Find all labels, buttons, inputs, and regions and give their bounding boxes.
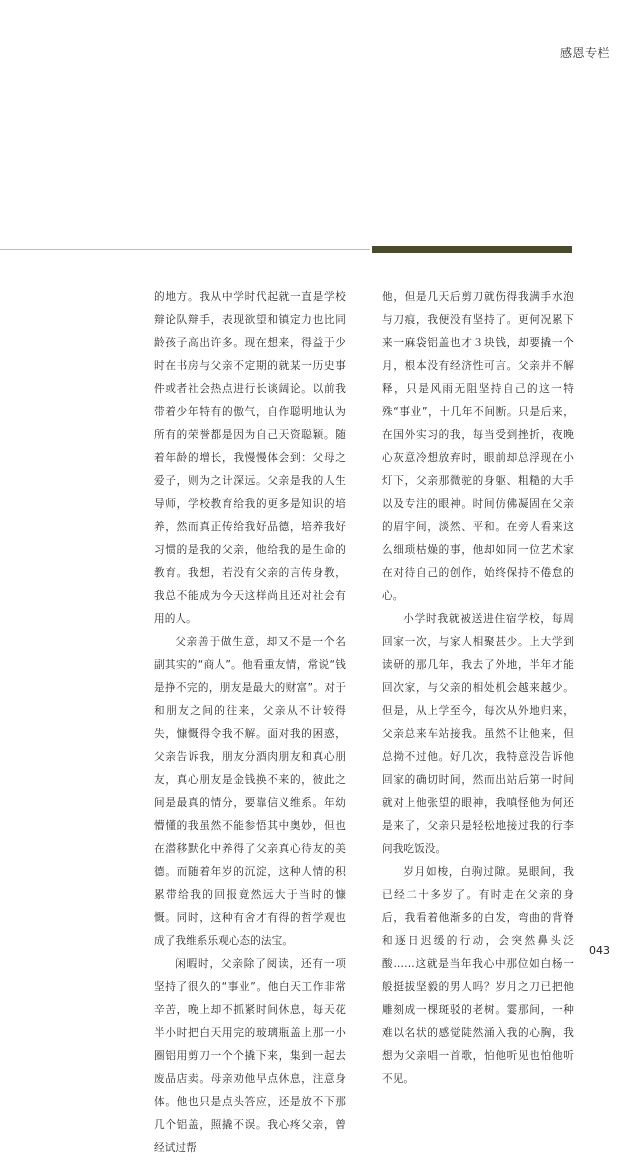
article-column-right <box>382 286 574 1091</box>
paragraph: 小学时我就被送进住宿学校，每周回家一次，与家人相聚甚少。上大学到读研的那几年，我去了外地，半年才能回次家，与父亲的相处机会越来越少。但是，从上学至今，每次从外地归来，父亲总来车站接我。虽然不让他来，但总拗不过他。好几次，我特意没告诉他回家的确切时间，然而出站后第一时间就对上他张望的眼神，我嗔怪他为何还是来了，父亲只是轻松地接过我的行李问我吃饭没。 <box>382 613 574 855</box>
paragraph: 岁月如梭，白驹过隙。晃眼间，我已经二十多岁了。有时走在父亲的身后，我看着他渐多的白发，弯曲的背脊和逐日迟缓的行动，会突然鼻头泛酸……这就是当年我心中那位如白杨一般挺拔坚毅的男人吗？岁月之刀已把他雕刻成一棵斑驳的老树。霎那间，一种难以名状的感觉陡然涌入我的心胸，我想为父亲唱一首歌，怕他听见也怕他听不见。 <box>382 866 574 1085</box>
paragraph: 父亲善于做生意，却又不是一个名副其实的“商人”。他看重友情，常说“钱是挣不完的，朋友是最大的财富”。对于和朋友之间的往来，父亲从不计较得失，慷慨得令我不解。面对我的困惑，父亲告诉我，朋友分酒肉朋友和真心朋友，真心朋友是金钱换不来的，彼此之间是最真的情分，要靠信义维系。年幼懵懂的我虽然不能参悟其中奥妙，但也在潜移默化中养得了父亲真心待友的美德。而随着年岁的沉淀，这种人情的积累带给我的回报竟然远大于当时的慷慨。同时，这种有舍才有得的哲学观也成了我维系乐观心态的法宝。 <box>154 636 346 947</box>
paragraph: 闲暇时，父亲除了阅读，还有一项坚持了很久的“事业”。他白天工作非常辛苦，晚上却不抓紧时间休息，每天花半小时把白天用完的玻璃瓶盖上那一小圈铝用剪刀一个个撬下来，集到一起去废品店卖。母亲劝他早点休息，注意身体。他也只是点头答应，还是放不下那几个铝盖，照撬不误。我心疼父亲，曾经试过帮 <box>154 958 346 1154</box>
page-number: 043 <box>589 944 610 957</box>
paragraph: 他，但是几天后剪刀就伤得我满手水泡与刀痕，我便没有坚持了。更何况累下来一麻袋铝盖也才３块钱，却要撬一个月，根本没有经济性可言。父亲并不解释，只是风雨无阻坚持自己的这一特殊“事业”，十几年不间断。只是后来，在国外实习的我，每当受到挫折，夜晚心灰意冷想放弃时，眼前却总浮现在小灯下，父亲那微驼的身躯、粗糙的大手以及专注的眼神。时间仿佛凝固在父亲的眉宇间，淡然、平和。在旁人看来这么细琐枯燥的事，他却如同一位艺术家在对待自己的创作，始终保持不倦怠的心。 <box>382 291 574 602</box>
header-divider-line <box>0 249 370 250</box>
section-tag: 感恩专栏 <box>559 46 610 60</box>
paragraph: 的地方。我从中学时代起就一直是学校辩论队辩手，表现欲望和镇定力也比同龄孩子高出许多。现在想来，得益于少时在书房与父亲不定期的就某一历史事件或者社会热点进行长谈阔论。以前我带着少年特有的傲气，自作聪明地认为所有的荣誉都是因为自己天资聪颖。随着年龄的增长，我慢慢体会到：父母之爱子，则为之计深远。父亲是我的人生导师，学校教育给我的更多是知识的培养，然而真正传给我好品德，培养我好习惯的是我的父亲，他给我的是生命的教育。我想，若没有父亲的言传身教，我总不能成为今天这样尚且还对社会有用的人。 <box>154 291 346 625</box>
header-accent-bar <box>372 246 572 253</box>
article-column-left <box>154 286 346 1160</box>
